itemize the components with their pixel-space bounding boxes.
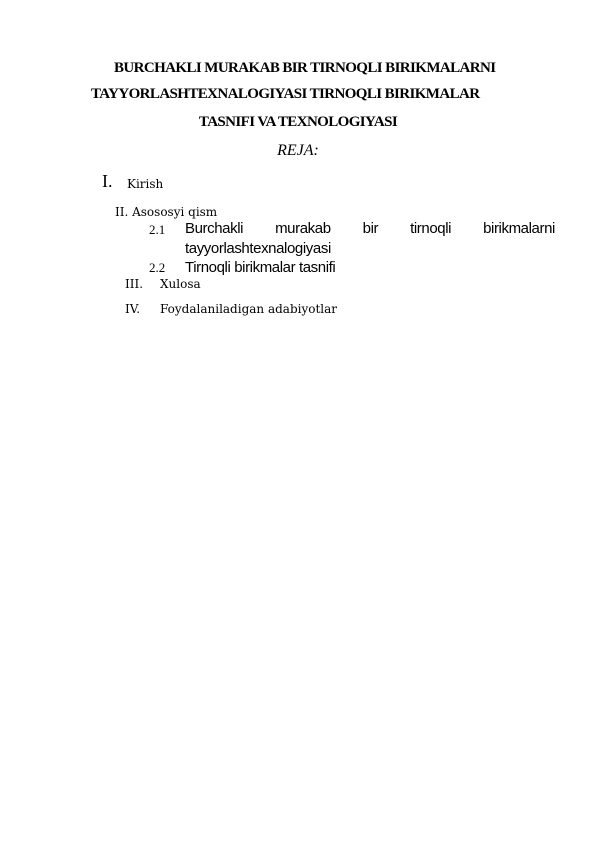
outline-numeral-1: I.: [102, 171, 113, 191]
outline-subitem-2-2: Tirnoqli birikmalar tasnifi: [185, 259, 336, 276]
plan-heading: REJA:: [277, 142, 319, 159]
outline-subnumber-2-2: 2.2: [149, 260, 166, 275]
outline-subitem-2-1-line2: tayyorlashtexnalogiyasi: [185, 240, 331, 257]
subitem-word: murakab: [275, 220, 331, 237]
outline-subnumber-2-1: 2.1: [149, 222, 166, 237]
subitem-word: birikmalarni: [483, 220, 555, 237]
title-line-2: TAYYORLASHTEXNALOGIYASI TIRNOQLI BIRIKMALAR: [91, 86, 480, 102]
outline-item-intro: Kirish: [127, 177, 164, 191]
outline-item-references: Foydalaniladigan adabiyotlar: [160, 302, 338, 316]
outline-item-main: II. Asososyi qism: [115, 205, 218, 219]
outline-item-conclusion: Xulosa: [160, 277, 201, 291]
title-line-3: TASNIFI VA TEXNOLOGIYASI: [198, 114, 398, 130]
title-line-1: BURCHAKLI MURAKAB BIR TIRNOQLI BIRIKMALARNI: [114, 60, 496, 76]
outline-numeral-3: III.: [125, 277, 144, 291]
subitem-word: bir: [362, 220, 379, 237]
outline-numeral-4: IV.: [125, 302, 141, 316]
subitem-word: Burchakli: [185, 220, 244, 237]
subitem-word: tirnoqli: [410, 220, 452, 237]
outline-subitem-2-1-line1: [185, 219, 555, 239]
